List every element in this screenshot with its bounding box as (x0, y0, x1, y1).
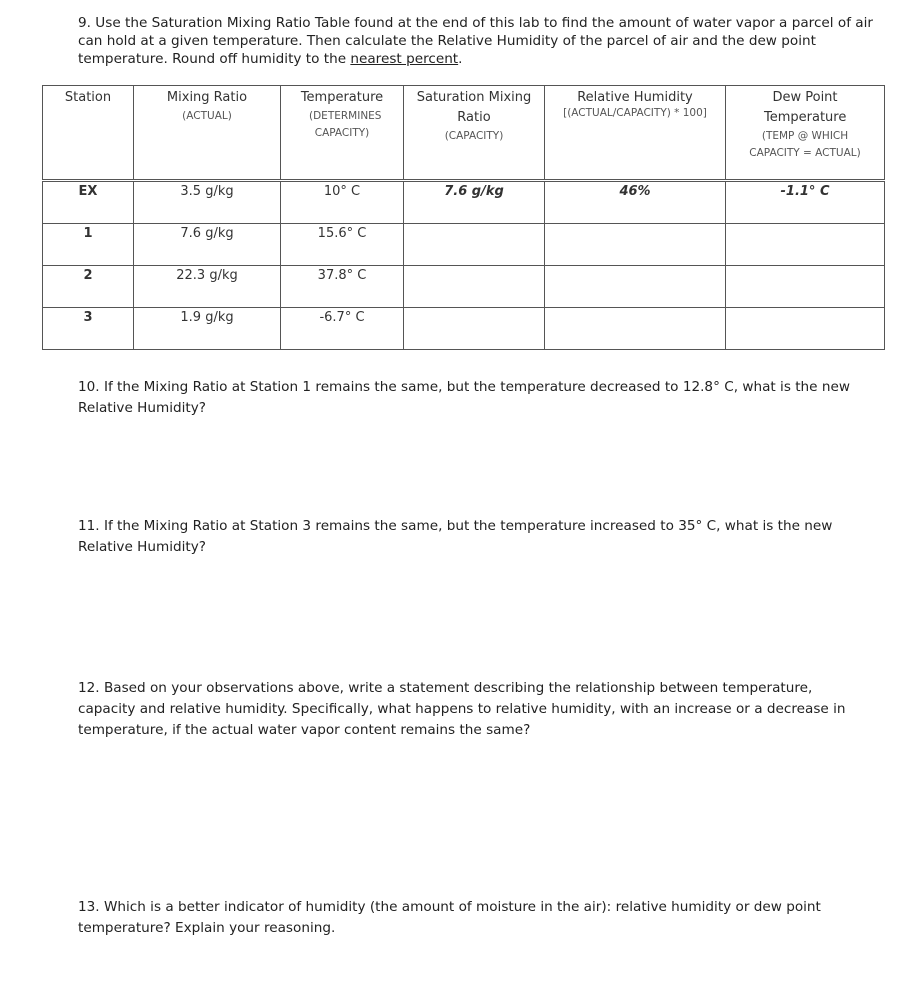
question-12: 12. Based on your observations above, write a statement describing the relationship between temperature, capacity and relative humidity. Specifically, what happens to relative humidity, with an increase or a decrease in temperature, if the actual water vapor content remains the same? (78, 680, 846, 738)
header-dew-point: Dew Point Temperature (TEMP @ WHICH CAPACITY = ACTUAL) (726, 86, 885, 181)
cell-station: EX (43, 181, 134, 224)
cell-relative-humidity[interactable] (545, 224, 726, 266)
question-9-end: . (458, 51, 463, 67)
cell-mixing-ratio: 22.3 g/kg (134, 266, 281, 308)
cell-saturation[interactable] (404, 266, 545, 308)
cell-temperature: -6.7° C (281, 308, 404, 350)
cell-mixing-ratio: 1.9 g/kg (134, 308, 281, 350)
cell-station: 2 (43, 266, 134, 308)
header-saturation-mixing-ratio: Saturation Mixing Ratio (CAPACITY) (404, 86, 545, 181)
cell-mixing-ratio: 7.6 g/kg (134, 224, 281, 266)
cell-dew-point[interactable] (726, 266, 885, 308)
cell-saturation[interactable] (404, 308, 545, 350)
table-row (43, 224, 885, 266)
cell-saturation[interactable] (404, 224, 545, 266)
cell-dew-point[interactable] (726, 308, 885, 350)
cell-saturation: 7.6 g/kg (404, 181, 545, 224)
table-row (43, 266, 885, 308)
question-11: 11. If the Mixing Ratio at Station 3 remains the same, but the temperature increased to 35° C, what is the new Relative Humidity? (78, 518, 833, 555)
cell-dew-point: -1.1° C (726, 181, 885, 224)
question-9-underlined: nearest percent (350, 51, 459, 67)
header-mixing-ratio: Mixing Ratio (ACTUAL) (134, 86, 281, 181)
cell-dew-point[interactable] (726, 224, 885, 266)
header-relative-humidity: Relative Humidity [(ACTUAL/CAPACITY) * 100] (545, 86, 726, 181)
cell-temperature: 37.8° C (281, 266, 404, 308)
table-row (43, 181, 885, 224)
question-9 (78, 14, 878, 68)
mixing-ratio-table (42, 85, 885, 350)
header-temperature: Temperature (DETERMINES CAPACITY) (281, 86, 404, 181)
cell-station: 1 (43, 224, 134, 266)
question-10: 10. If the Mixing Ratio at Station 1 remains the same, but the temperature decreased to 12.8° C, what is the new Relative Humidity? (78, 379, 850, 416)
cell-temperature: 15.6° C (281, 224, 404, 266)
cell-mixing-ratio: 3.5 g/kg (134, 181, 281, 224)
cell-relative-humidity: 46% (545, 181, 726, 224)
cell-relative-humidity[interactable] (545, 308, 726, 350)
question-9-text: 9. Use the Saturation Mixing Ratio Table found at the end of this lab to find the amount of water vapor a parcel of air can hold at a given temperature. Then calculate the Relative Humidity of the parcel of air and the dew point temperature. Round off humidity to the (78, 15, 873, 67)
table-header-row (43, 86, 885, 181)
cell-station: 3 (43, 308, 134, 350)
cell-relative-humidity[interactable] (545, 266, 726, 308)
question-13: 13. Which is a better indicator of humidity (the amount of moisture in the air): relative humidity or dew point temperature? Explain your reasoning. (78, 899, 821, 936)
table-row (43, 308, 885, 350)
cell-temperature: 10° C (281, 181, 404, 224)
header-station: Station (43, 86, 134, 181)
